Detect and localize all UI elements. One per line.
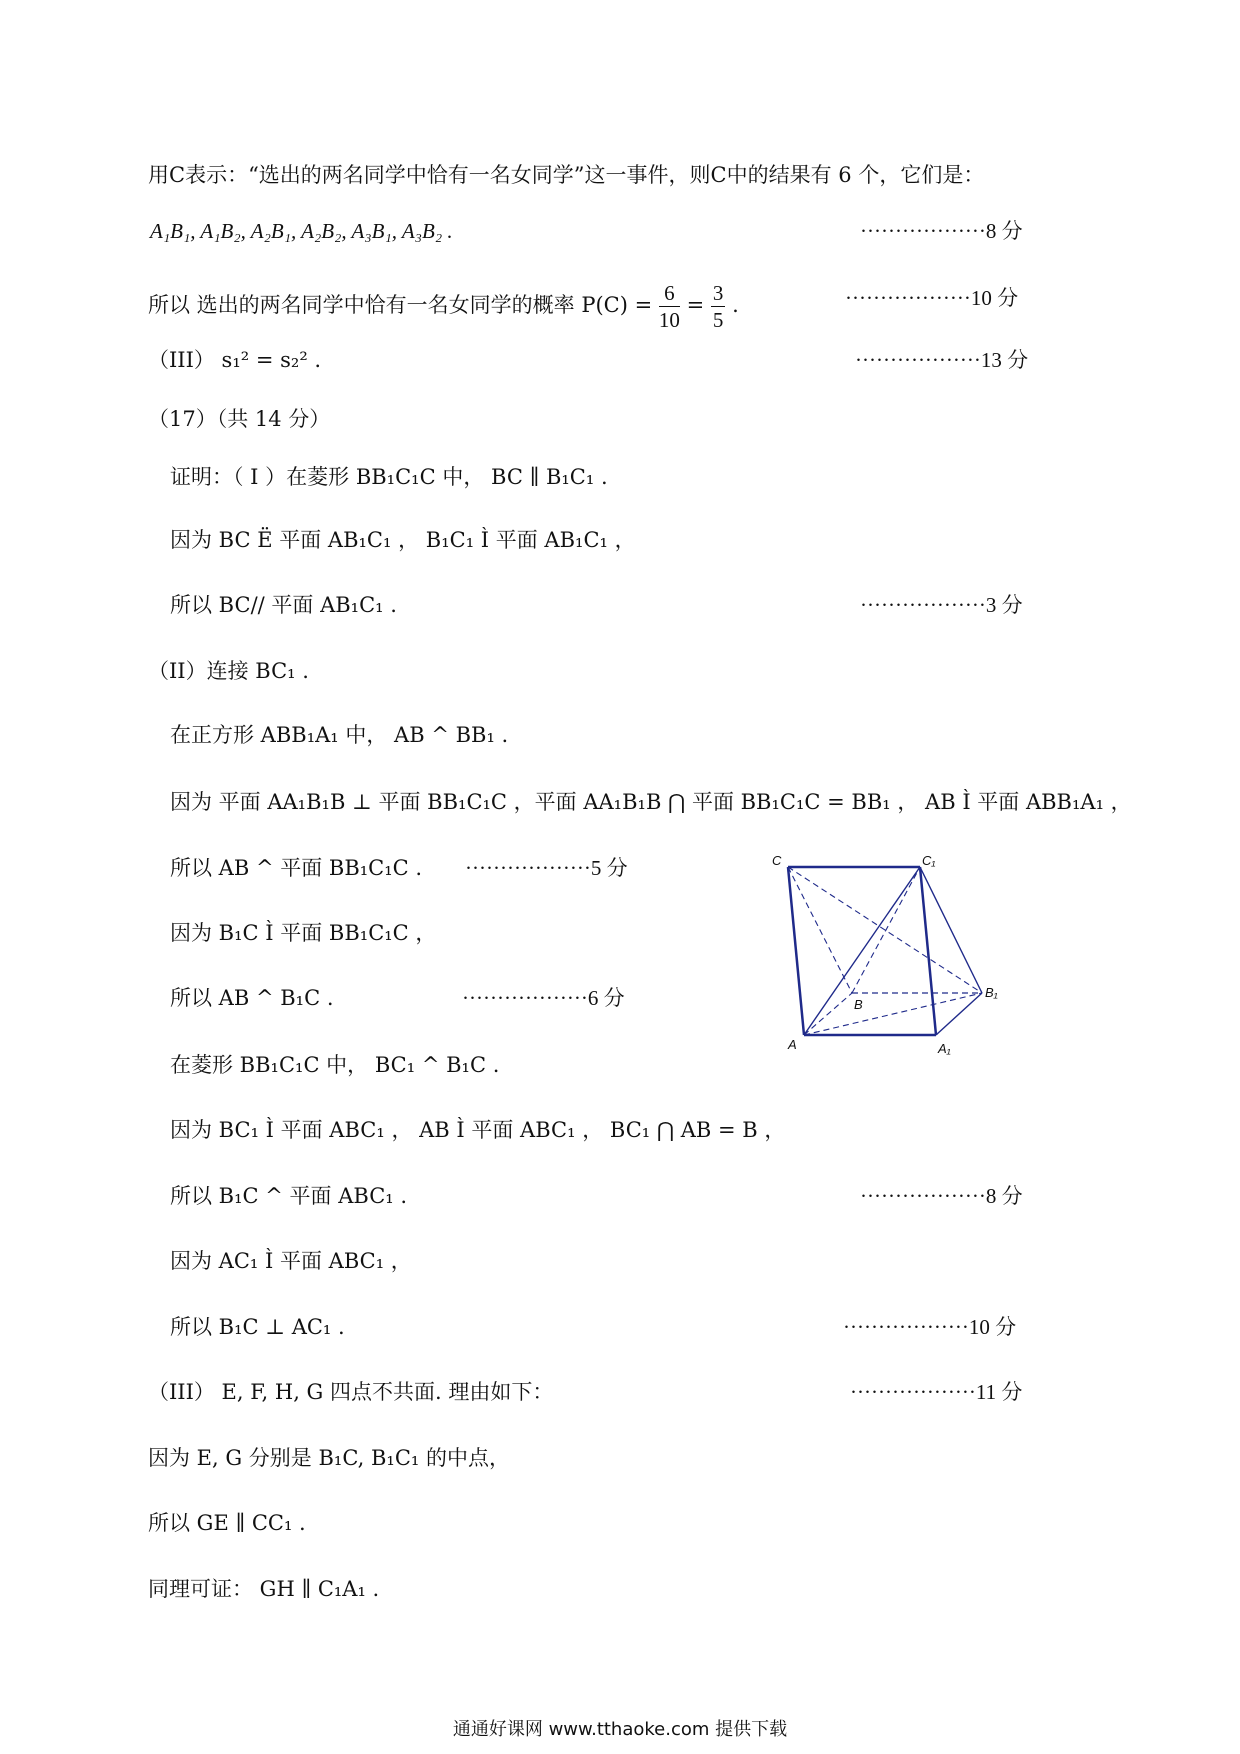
label-a: A	[788, 1037, 797, 1052]
edge-c-b1	[788, 867, 982, 993]
text-line-15: 在菱形 BB₁C₁C 中， BC₁ ^ B₁C .	[170, 1053, 500, 1077]
text-line-10: 在正方形 ABB₁A₁ 中， AB ^ BB₁ .	[170, 723, 509, 747]
edge-a-b1	[804, 993, 982, 1035]
text-line-17: 所以 B₁C ^ 平面 ABC₁ .	[170, 1184, 408, 1208]
text-line-5: （17）（共 14 分）	[148, 407, 331, 431]
label-c: C	[772, 855, 782, 868]
probability-text: 所以 选出的两名同学中恰有一名女同学的概率 P(C) =	[148, 293, 653, 317]
score-5: ··················5 分	[465, 856, 628, 880]
edge-a1-b1	[936, 993, 982, 1035]
edge-c1-a1	[920, 867, 936, 1035]
fraction-6-10: $\frac{6}{10}$	[658, 281, 680, 332]
score-10: ··················10 分	[845, 286, 1019, 310]
label-b: B	[854, 997, 863, 1012]
text-line-18: 因为 AC₁ Ì 平面 ABC₁ ，	[170, 1249, 412, 1273]
text-line-1: 用C表示：“选出的两名同学中恰有一名女同学”这一事件，则C中的结果有 6 个，它们是：	[148, 163, 985, 187]
text-line-16: 因为 BC₁ Ì 平面 ABC₁ ， AB Ì 平面 ABC₁ ， BC₁ ⋂ AB = B ，	[170, 1118, 786, 1142]
label-c1: C₁	[922, 855, 936, 868]
score-10-b: ··················10 分	[843, 1315, 1017, 1339]
score-11: ··················11 分	[850, 1380, 1023, 1404]
text-line-14: 所以 AB ^ B₁C .	[170, 986, 334, 1010]
text-line-11: 因为 平面 AA₁B₁B ⊥ 平面 BB₁C₁C ，平面 AA₁B₁B ⋂ 平面 BB₁C₁C = BB₁ ， AB Ì 平面 ABB₁A₁ ，	[170, 790, 1132, 814]
score-8-b: ··················8 分	[860, 1184, 1023, 1208]
text-line-7: 因为 BC Ë 平面 AB₁C₁ ， B₁C₁ Ì 平面 AB₁C₁ ，	[170, 528, 636, 552]
score-13: ··················13 分	[855, 348, 1029, 372]
fraction-3-5: $\frac{3}{5}$	[712, 281, 724, 332]
label-b1: B₁	[985, 985, 998, 1000]
edge-b-c1	[852, 867, 920, 993]
text-line-23: 同理可证： GH ∥ C₁A₁ .	[148, 1577, 380, 1601]
text-line-2: A₁B₁, A₁B₂, A₂B₁, A₂B₂, A₃B₁, A₃B₂ .	[150, 219, 453, 243]
text-line-19: 所以 B₁C ⊥ AC₁ .	[170, 1315, 345, 1339]
text-line-20: （III） E, F, H, G 四点不共面. 理由如下：	[148, 1380, 554, 1404]
prism-diagram	[770, 855, 1000, 1065]
text-line-22: 所以 GE ∥ CC₁ .	[148, 1511, 306, 1535]
label-a1: A₁	[938, 1041, 951, 1056]
text-line-6: 证明：（ I ）在菱形 BB₁C₁C 中， BC ∥ B₁C₁ .	[170, 465, 608, 489]
text-line-3: 所以 选出的两名同学中恰有一名女同学的概率 P(C) = $\frac{6}{10}$ = $\frac{3}{5}$ .	[148, 281, 739, 332]
score-8: ··················8 分	[860, 219, 1023, 243]
text-line-4: （III） s₁² = s₂² .	[148, 348, 322, 372]
text-line-13: 因为 B₁C Ì 平面 BB₁C₁C ，	[170, 921, 437, 945]
footer: 通通好课网 www.tthaoke.com 提供下载	[452, 1719, 788, 1740]
text-line-9: （II）连接 BC₁ .	[148, 659, 309, 683]
score-6: ··················6 分	[462, 986, 625, 1010]
score-3: ··················3 分	[860, 593, 1023, 617]
text-line-12: 所以 AB ^ 平面 BB₁C₁C .	[170, 856, 423, 880]
text-line-8: 所以 BC// 平面 AB₁C₁ .	[170, 593, 397, 617]
edge-c-a	[788, 867, 804, 1035]
text-line-21: 因为 E, G 分别是 B₁C, B₁C₁ 的中点，	[148, 1446, 511, 1470]
